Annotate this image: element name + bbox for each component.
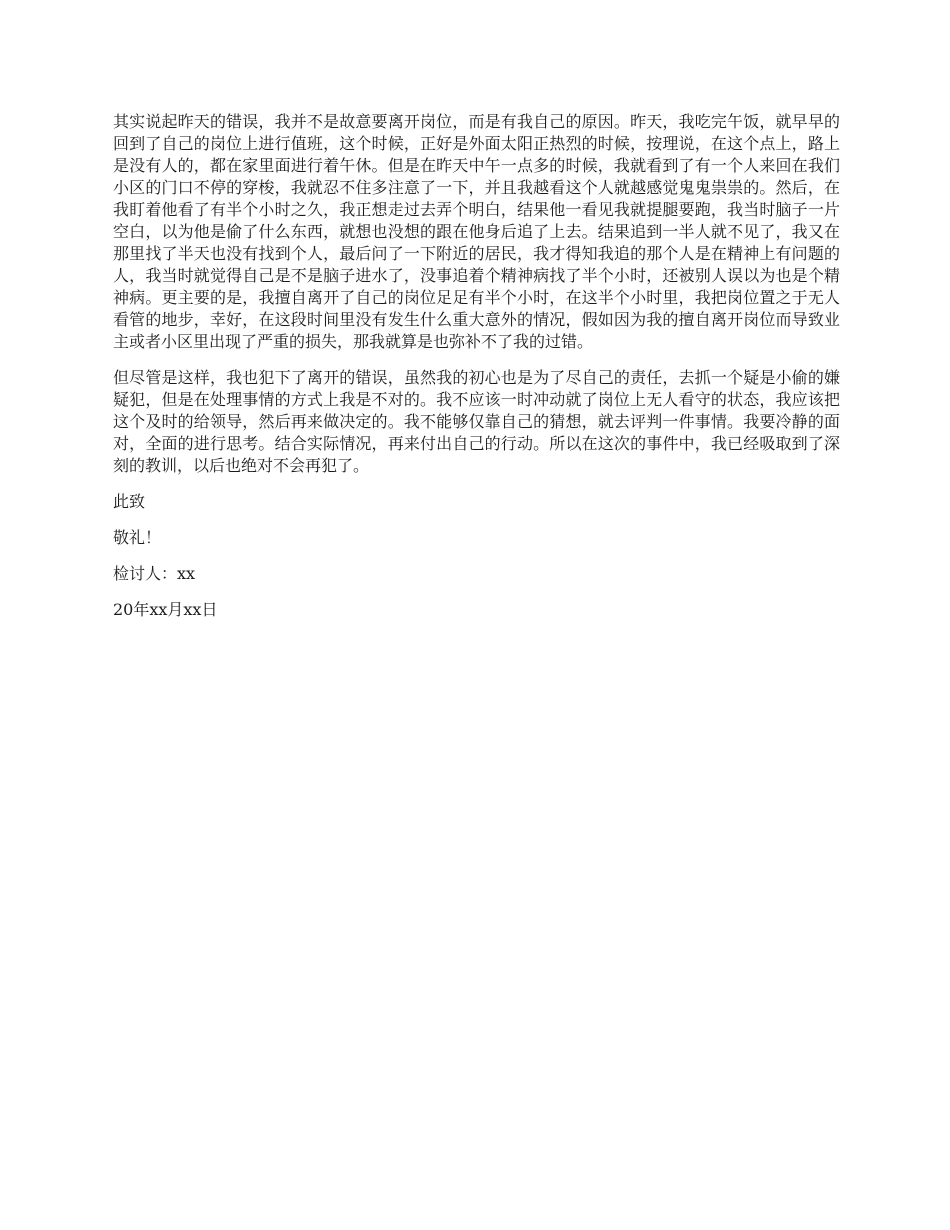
closing-line: 此致 bbox=[113, 492, 146, 511]
signature-line: 检讨人：xx bbox=[113, 564, 196, 583]
body-paragraph-1: 其实说起昨天的错误，我并不是故意要离开岗位，而是有我自己的原因。昨天，我吃完午饭，就早早的回到了自己的岗位上进行值班，这个时候，正好是外面太阳正热烈的时候，按理说，在这个点上，路上是没有人的，都在家里面进行着午休。但是在昨天中午一点多的时候，我就看到了有一个人来回在我们小区的门口不停的穿梭，我就忍不住多注意了一下，并且我越看这个人就越感觉鬼鬼祟祟的。然后，在我盯着他看了有半个小时之久，我正想走过去弄个明白，结果他一看见我就提腿要跑，我当时脑子一片空白，以为他是偷了什么东西，就想也没想的跟在他身后追了上去。结果追到一半人就不见了，我又在那里找了半天也没有找到个人，最后问了一下附近的居民，我才得知我追的那个人是在精神上有问题的人，我当时就觉得自己是不是脑子进水了，没事追着个精神病找了半个小时，还被别人误以为也是个精神病。更主要的是，我擅自离开了自己的岗位足足有半个小时，在这半个小时里，我把岗位置之于无人看管的地步，幸好，在这段时间里没有发生什么重大意外的情况，假如因为我的擅自离开岗位而导致业主或者小区里出现了严重的损失，那我就算是也弥补不了我的过错。 bbox=[113, 112, 840, 351]
salutation-line: 敬礼！ bbox=[113, 528, 162, 547]
date-line: 20年xx月xx日 bbox=[113, 600, 218, 619]
document-page bbox=[113, 111, 840, 635]
body-paragraph-2: 但尽管是这样，我也犯下了离开的错误，虽然我的初心也是为了尽自己的责任，去抓一个疑是小偷的嫌疑犯，但是在处理事情的方式上我是不对的。我不应该一时冲动就了岗位上无人看守的状态，我应该把这个及时的给领导，然后再来做决定的。我不能够仅靠自己的猜想，就去评判一件事情。我要冷静的面对，全面的进行思考。结合实际情况，再来付出自己的行动。所以在这次的事件中，我已经吸取到了深刻的教训，以后也绝对不会再犯了。 bbox=[113, 368, 840, 475]
